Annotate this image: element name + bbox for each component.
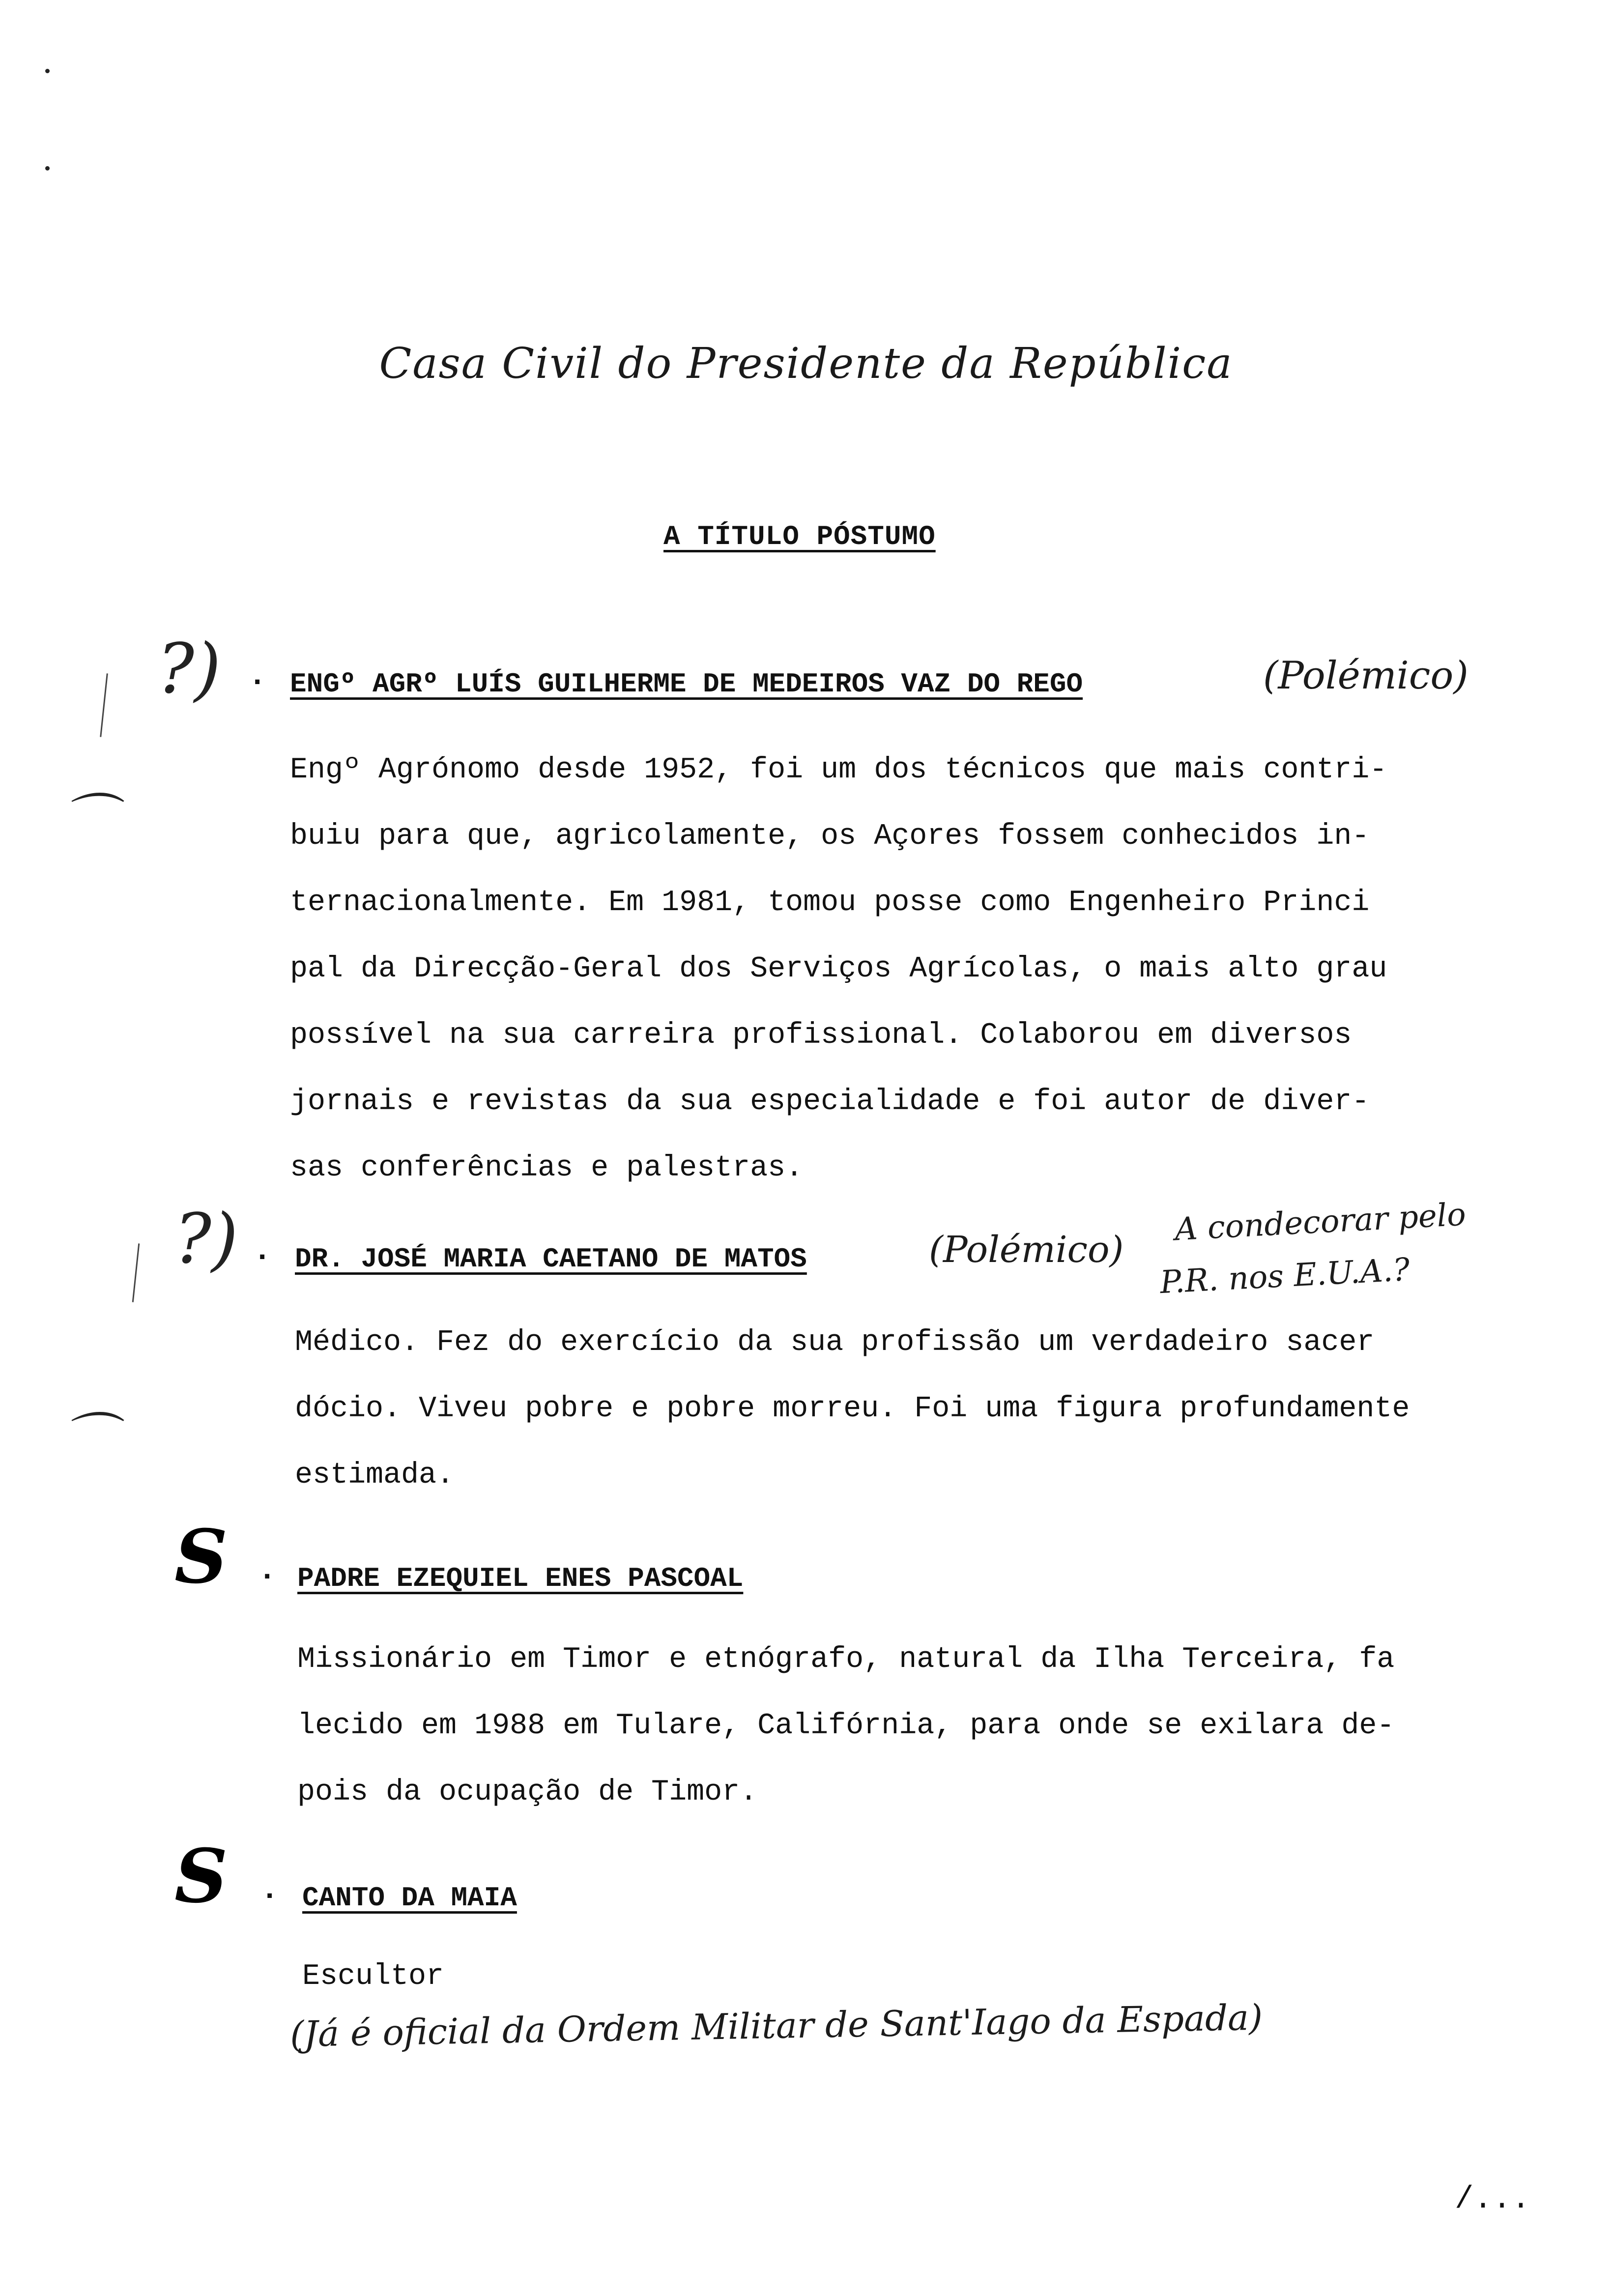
punch-mark-top: [45, 69, 50, 73]
entry-body: Escultor: [302, 1960, 444, 1993]
side-note-line-2: P.R. nos E.U.A.?: [1159, 1251, 1411, 1301]
entry-name: DR. JOSÉ MARIA CAETANO DE MATOS: [295, 1243, 807, 1275]
entry-name: CANTO DA MAIA: [302, 1882, 517, 1914]
page-title: A TÍTULO PÓSTUMO: [663, 521, 936, 552]
entry-body: Médico. Fez do exercício da sua profissão um verdadeiro sacer dócio. Viveu pobre e pobre morreu. Foi uma figura profundamente estimada.: [295, 1326, 1410, 1492]
margin-arc-mark: ⌒: [61, 788, 115, 851]
letterhead: Casa Civil do Presidente da República: [379, 339, 1233, 388]
entry-name: PADRE EZEQUIEL ENES PASCOAL: [297, 1563, 744, 1594]
entry-bullet: .: [253, 1234, 272, 1268]
side-note-line-1: A condecorar pelo: [1174, 1196, 1467, 1248]
handwritten-note: (Já é oficial da Ordem Militar de Sant'Iago da Espada): [289, 1996, 1263, 2055]
entry-body: Missionário em Timor e etnógrafo, natural da Ilha Terceira, fa lecido em 1988 em Tulare, Califórnia, para onde se exilara de- pois da ocupação de Timor.: [297, 1643, 1395, 1809]
margin-s-mark: S: [174, 1833, 228, 1920]
entry-bullet: .: [260, 1872, 279, 1907]
entry-bullet: .: [258, 1553, 277, 1588]
margin-s-mark: S: [174, 1514, 228, 1600]
entry-name: ENGº AGRº LUÍS GUILHERME DE MEDEIROS VAZ DO REGO: [290, 668, 1083, 700]
entry-annotation: (Polémico): [1263, 654, 1468, 698]
margin-tick: [132, 1243, 140, 1302]
entry-bullet: .: [248, 659, 267, 693]
entry-annotation: (Polémico): [929, 1229, 1124, 1271]
margin-arc-mark: ⌒: [61, 1407, 115, 1470]
page-continuation: /...: [1455, 2182, 1530, 2217]
margin-question-mark: ?): [157, 629, 221, 709]
margin-tick: [100, 673, 108, 737]
entry-body: Engº Agrónomo desde 1952, foi um dos técnicos que mais contri- buiu para que, agricolamente, os Açores fossem conhecidos in- ternacionalmente. Em 1981, tomou posse como Engenheiro Princi pal da Direcção-Geral dos Serviços Agrícolas, o mais alto grau possível na sua carreira profissional. Colaborou em diversos jornais e revistas da sua especialidade e foi autor de diver- sas conferências e palestras.: [290, 753, 1387, 1185]
margin-question-mark: ?): [174, 1199, 238, 1279]
punch-mark-second: [45, 166, 50, 171]
